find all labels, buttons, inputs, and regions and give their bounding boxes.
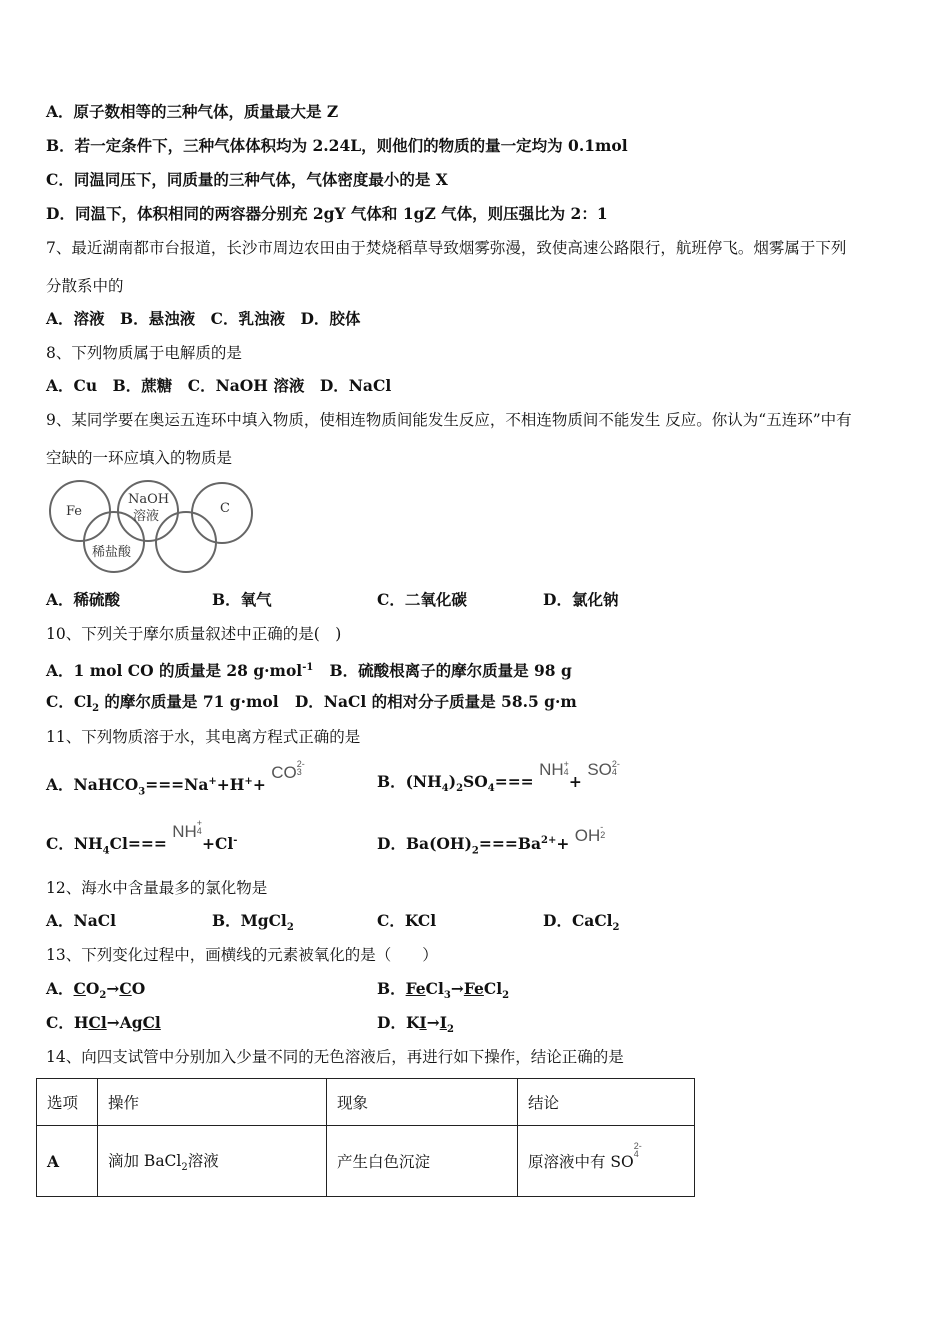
- header-operation: 操作: [98, 1079, 327, 1126]
- q9-option-c: C．二氧化碳: [377, 590, 467, 609]
- q7-stem-line2: 分散系中的: [46, 277, 124, 295]
- q12-stem: 12、海水中含量最多的氯化物是: [46, 879, 268, 897]
- row-a-conclusion: 原溶液中有 SO 2- 4: [518, 1126, 695, 1197]
- q9-option-a: A．稀硫酸: [46, 590, 121, 609]
- q9-option-d: D．氯化钠: [543, 590, 619, 609]
- q13-option-c: C．HCl→AgCl: [46, 1013, 161, 1032]
- q8-options: A．Cu B．蔗糖 C．NaOH 溶液 D．NaCl: [46, 376, 392, 395]
- ammonium-ion: NH + 4: [539, 759, 569, 779]
- row-a-operation: 滴加 BaCl$_2$溶液: [98, 1126, 327, 1197]
- q6-option-a: A．原子数相等的三种气体，质量最大是 Z: [46, 102, 339, 121]
- q10-options-cd: C．$Cl_2$ 的摩尔质量是 71 g·mol D．NaCl 的相对分子质量是 58.5 g·m: [46, 692, 577, 715]
- q8-stem: 8、下列物质属于电解质的是: [46, 344, 242, 362]
- header-option: 选项: [37, 1079, 98, 1126]
- olympic-rings-diagram: [44, 478, 259, 578]
- q12-option-d: D．CaCl$_2$: [543, 911, 620, 934]
- ammonium-ion-c: NH + 4: [172, 818, 203, 842]
- q6-option-d: D．同温下，体积相同的两容器分别充 2gY 气体和 1gZ 气体，则压强比为 2：1: [46, 204, 608, 223]
- q10-option-b: B．硫酸根离子的摩尔质量是 98 g: [329, 661, 572, 681]
- table-header-row: [37, 1079, 695, 1126]
- ring-label-c: C: [220, 501, 230, 516]
- sulfate-ion: SO 2- 4: [587, 759, 620, 779]
- q11-option-b: B．$(NH_4)_2SO_4===$ NH + 4 + SO 2- 4: [377, 759, 620, 795]
- header-phenomenon: 现象: [327, 1079, 518, 1126]
- q7-options: A．溶液 B．悬浊液 C．乳浊液 D．胶体: [46, 309, 361, 328]
- q9-stem-line2: 空缺的一环应填入的物质是: [46, 449, 233, 467]
- q12-option-a: A．NaCl: [46, 911, 116, 930]
- q12-option-b: B．MgCl$_2$: [212, 911, 294, 934]
- table-row: [37, 1126, 695, 1197]
- q13-stem: 13、下列变化过程中，画横线的元素被氧化的是（ ）: [46, 946, 438, 964]
- q6-option-c: C．同温同压下，同质量的三种气体，气体密度最小的是 X: [46, 170, 448, 189]
- carbonate-ion: CO 2- 3: [271, 759, 305, 783]
- q13-option-a: A．$CO_2\to CO$: [46, 979, 146, 1002]
- q10-option-d: D．NaCl 的相对分子质量是 58.5 g·m: [294, 692, 577, 711]
- q10-option-c: C．Cl: [46, 692, 93, 711]
- ring-label-hcl: 稀盐酸: [92, 545, 132, 560]
- q10-option-a: A．1 mol CO 的质量是 28 g·mol: [46, 661, 303, 681]
- q9-stem-line1: 9、某同学要在奥运五连环中填入物质，使相连物质间能发生反应，不相连物质间不能发生 反应。你认为“五连环”中有: [46, 411, 852, 429]
- q14-stem: 14、向四支试管中分别加入少量不同的无色溶液后，再进行如下操作，结论正确的是: [46, 1048, 624, 1066]
- q13-option-b: B．FeCl$_3$→FeCl$_2$: [377, 979, 510, 1002]
- q11-stem: 11、下列物质溶于水，其电离方程式正确的是: [46, 728, 361, 746]
- q9-option-b: B．氧气: [212, 590, 272, 609]
- q6-option-b: B．若一定条件下，三种气体体积均为 2.24L，则他们的物质的量一定均为 0.1mol: [46, 136, 628, 155]
- row-a-phenomenon: 产生白色沉淀: [327, 1126, 518, 1197]
- ring-label-fe: Fe: [66, 504, 83, 519]
- q13-option-d: D．$KI\to I_2$: [377, 1013, 454, 1036]
- q12-option-c: C．KCl: [377, 911, 437, 930]
- hydroxide-ion: OH - 2: [574, 822, 606, 846]
- q10-options-ab: A．1 mol CO 的质量是 28 g·mol$^{-1}$ B．硫酸根离子的摩尔质量是 98 g: [46, 661, 572, 681]
- row-a-option: A: [37, 1126, 98, 1197]
- q10-stem: 10、下列关于摩尔质量叙述中正确的是( ): [46, 625, 342, 643]
- q7-stem-line1: 7、最近湖南都市台报道，长沙市周边农田由于焚烧稻草导致烟雾弥漫，致使高速公路限行，航班停飞。烟雾属于下列: [46, 239, 847, 257]
- ring-label-naoh-2: 溶液: [133, 509, 160, 524]
- q11-option-c: C．$NH_4Cl===$ NH + 4 +Cl-: [46, 818, 238, 857]
- header-conclusion: 结论: [518, 1079, 695, 1126]
- ring-blank: [156, 512, 216, 572]
- q11-option-d: D．$Ba(OH)_2===Ba^{2+}+$ OH - 2: [377, 822, 606, 857]
- ring-label-naoh-1: NaOH: [128, 492, 170, 507]
- q14-table: [36, 1078, 695, 1197]
- q11-option-a: A．NaHCO$_3$===Na++H++ CO 2- 3: [46, 759, 305, 798]
